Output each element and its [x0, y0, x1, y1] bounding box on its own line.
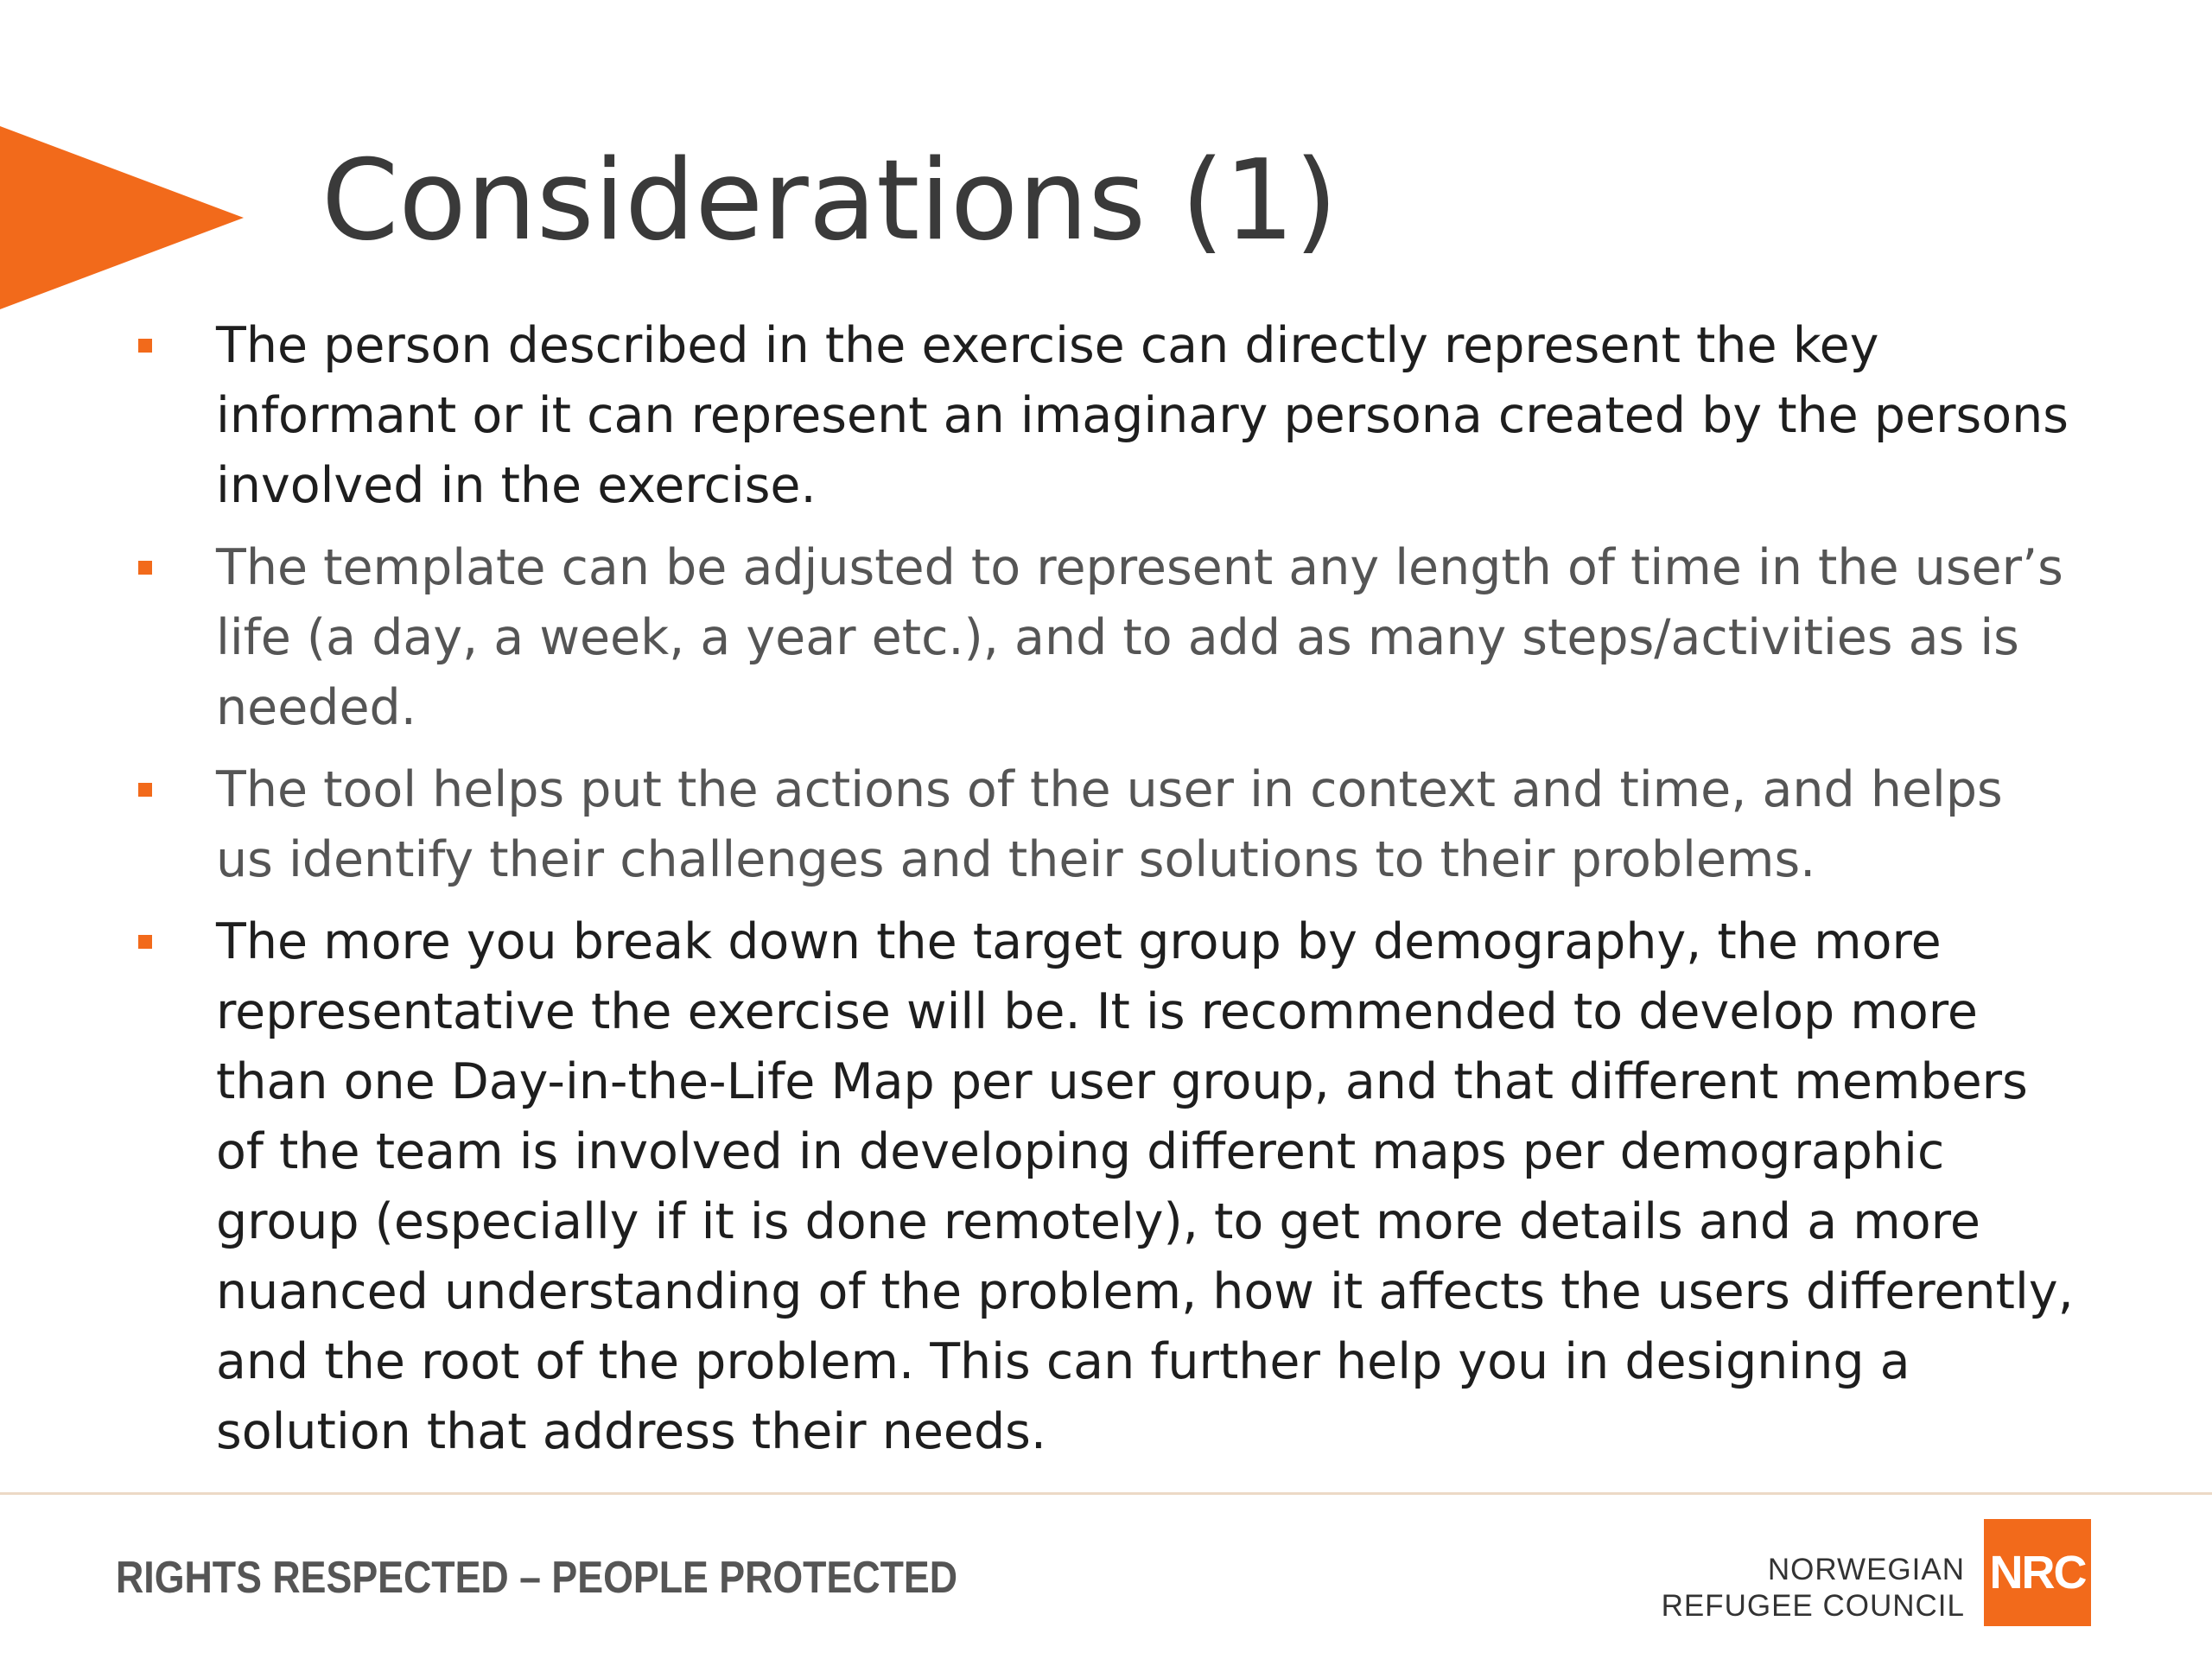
bullet-marker: [138, 783, 152, 797]
slide-title: Considerations (1): [321, 137, 1338, 265]
bullet-marker: [138, 561, 152, 575]
bullet-item: [0, 907, 2212, 1467]
bullet-text: The tool helps put the actions of the user in context and time, and helps us identify their challenges and their solutions to their problems.: [216, 761, 2003, 888]
logo-wordmark: [1662, 1552, 1965, 1624]
bullet-item: [0, 755, 2212, 895]
bullet-list: [0, 311, 2212, 1479]
accent-triangle: [0, 126, 244, 309]
bullet-text: The person described in the exercise can directly represent the key informant or it can represent an imaginary persona created by the persons involved in the exercise.: [216, 317, 2069, 514]
logo-line-2: REFUGEE COUNCIL: [1661, 1589, 1965, 1623]
bullet-marker: [138, 339, 152, 353]
footer-tagline: RIGHTS RESPECTED – PEOPLE PROTECTED: [116, 1553, 958, 1603]
bullet-text: The more you break down the target group by demography, the more representative the exercise will be. It is recommended to develop more than one Day-in-the-Life Map per user group, and that different members of the team is involved in developing different maps per demographic group (especially if it is done remotely), to get more details and a more nuanced understanding of the problem, how it affects the users differently, and the root of the problem. This can further help you in designing a solution that address their needs.: [216, 913, 2074, 1460]
bullet-text: The template can be adjusted to represent any length of time in the user’s life (a day, a week, a year etc.), and to add as many steps/activities as is needed.: [216, 539, 2063, 736]
bullet-item: [0, 533, 2212, 743]
bullet-marker: [138, 935, 152, 949]
logo-mark: NRC: [1984, 1519, 2091, 1626]
logo-line-1: NORWEGIAN: [1767, 1553, 1965, 1586]
bullet-item: [0, 311, 2212, 521]
footer-divider: [0, 1492, 2212, 1495]
nrc-logo: [1662, 1519, 2091, 1626]
